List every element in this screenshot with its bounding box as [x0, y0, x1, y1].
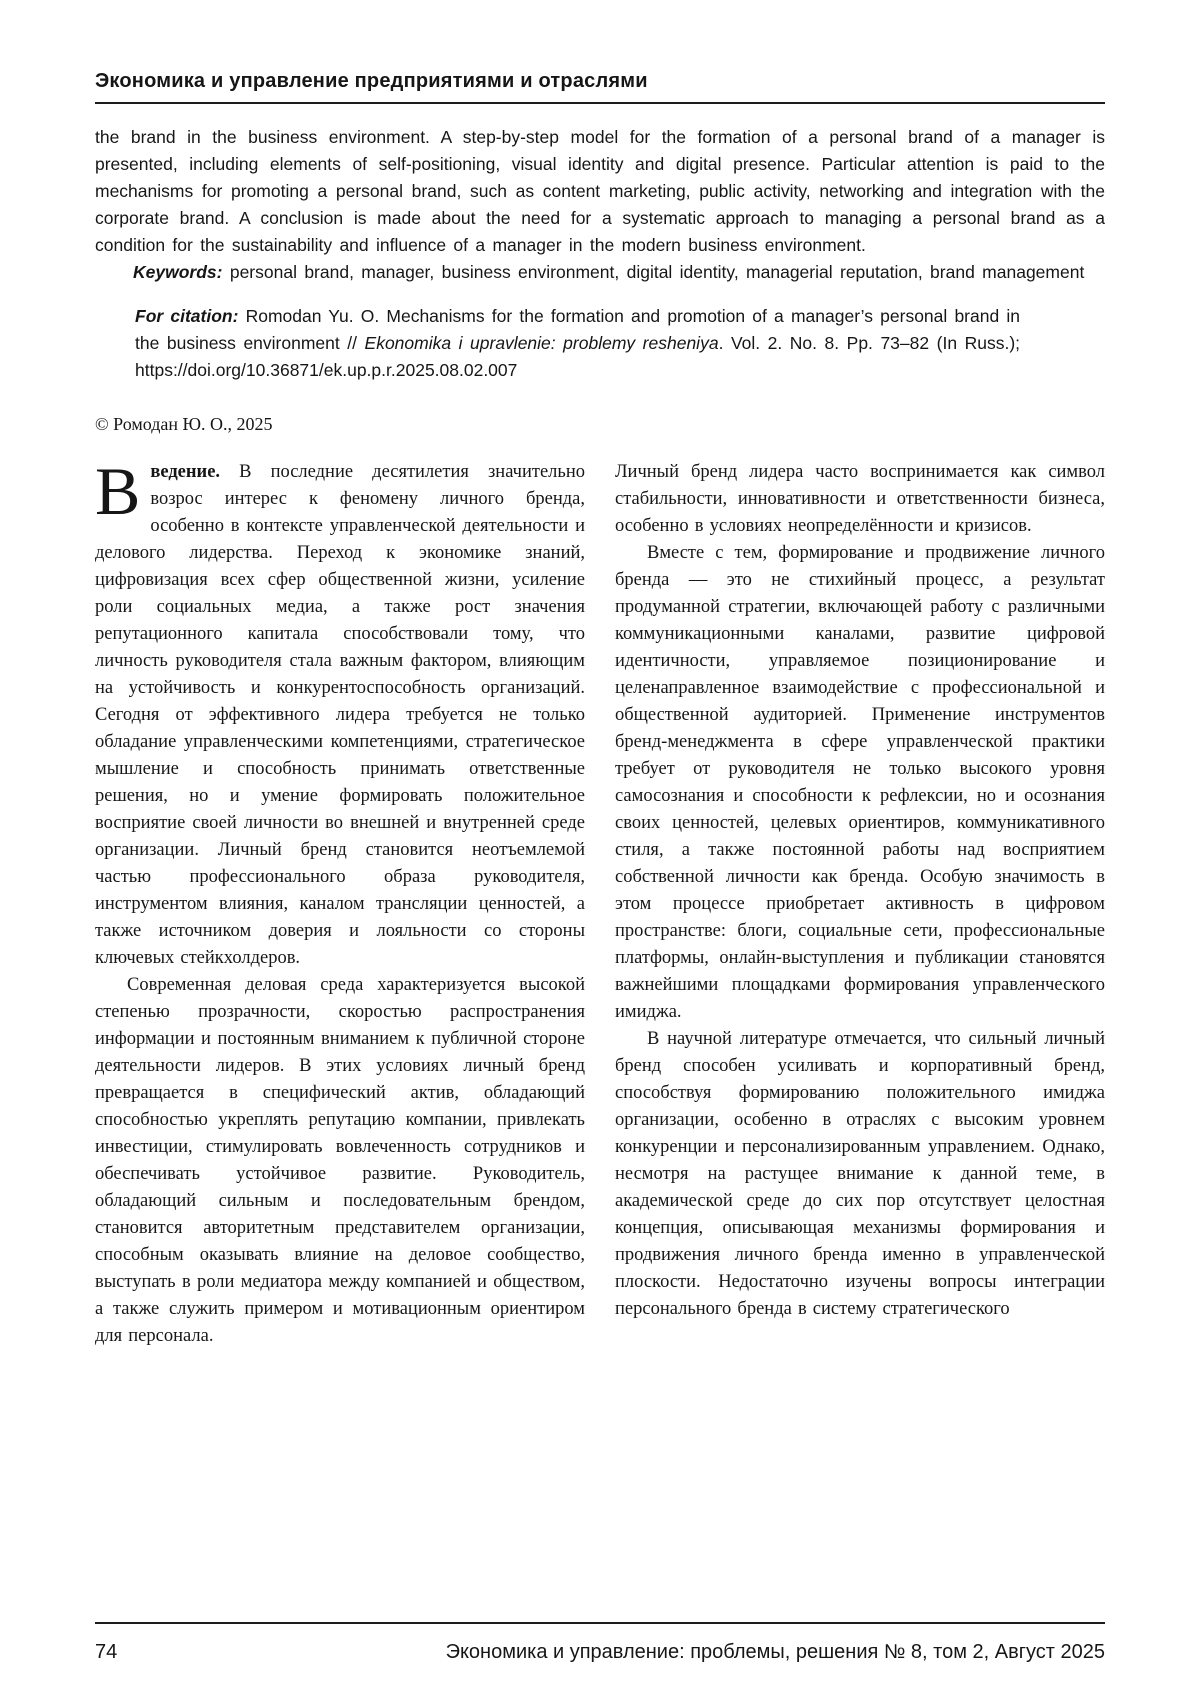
- page-footer: [95, 1622, 1105, 1698]
- body-paragraph: Личный бренд лидера часто воспринимается как символ стабильности, инновативности и ответственности бизнеса, особенно в условиях неопределённости и кризисов.: [615, 462, 1105, 536]
- keywords-line: [95, 259, 1105, 286]
- citation-label: For citation:: [135, 306, 239, 326]
- citation-text: [135, 303, 1020, 384]
- right-column: [615, 459, 1105, 1350]
- citation-journal-name: Ekonomika i upravlenie: problemy resheniya: [364, 333, 719, 353]
- intro-paragraph-text: В последние десятилетия значительно возрос интерес к феномену личного бренда, особенно в контексте управленческой деятельности и делового лидерства. Переход к экономике знаний, цифровизация всех сфер общественной жизни, усиление роли социальных медиа, а также рост значения репутационного капитала способствовали тому, что личность руководителя стала важным фактором, влияющим на устойчивость и конкурентоспособность организаций. Сегодня от эффективного лидера требуется не только обладание управленческими компетенциями, стратегическое мышление и способность принимать ответственные решения, но и умение формировать положительное восприятие своей личности во внешней и внутренней среде организации. Личный бренд становится неотъемлемой частью профессионального образа руководителя, инструментом влияния, каналом трансляции ценностей, а также источником доверия и лояльности со стороны ключевых стейкхолдеров.: [95, 462, 585, 968]
- citation-block: [95, 303, 1105, 384]
- body-paragraph: Вместе с тем, формирование и продвижение личного бренда — это не стихийный процесс, а результат продуманной стратегии, включающей работу с различными коммуникационными каналами, развитие цифровой идентичности, управляемое позиционирование и целенаправленное взаимодействие с профессиональной и общественной аудиторией. Применение инструментов бренд-менеджмента в сфере управленческой практики требует от руководителя не только высокого уровня самосознания и способности к рефлексии, но и осознания своих ценностей, целевых ориентиров, коммуникативного стиля, а также постоянной работы над восприятием собственной личности как бренда. Особую значимость в этом процессе приобретает активность в цифровом пространстве: блоги, социальные сети, профессиональные платформы, онлайн-выступления и публикации становятся важнейшими площадками формирования управленческого имиджа.: [615, 543, 1105, 1022]
- copyright-line: © Ромодан Ю. О., 2025: [95, 414, 273, 434]
- dropcap-letter: В: [95, 453, 141, 529]
- intro-heading: ведение.: [150, 462, 221, 482]
- body-paragraph: Современная деловая среда характеризуется высокой степенью прозрачности, скоростью распространения информации и постоянным вниманием к публичной стороне деятельности лидеров. В этих условиях личный бренд превращается в специфический актив, обладающий способностью укреплять репутацию компании, привлекать инвестиции, стимулировать вовлеченность сотрудников и обеспечивать устойчивое развитие. Руководитель, обладающий сильным и последовательным брендом, становится авторитетным представителем организации, способным оказывать влияние на деловое сообщество, выступать в роли медиатора между компанией и обществом, а также служить примером и мотивационным ориентиром для персонала.: [95, 975, 585, 1346]
- body-paragraph: В научной литературе отмечается, что сильный личный бренд способен усиливать и корпоративный бренд, способствуя формированию положительного имиджа организации, особенно в отраслях с высоким уровнем конкуренции и персонализированным управлением. Однако, несмотря на растущее внимание к данной теме, в академической среде до сих пор отсутствует целостная концепция, описывающая механизмы формирования и продвижения личного бренда именно в управленческой плоскости. Недостаточно изучены вопросы интеграции персонального бренда в систему стратегического: [615, 1029, 1105, 1319]
- left-column: [95, 453, 585, 1350]
- abstract-section: [95, 124, 1105, 286]
- page-header: [95, 70, 1105, 104]
- page-number: 74: [95, 1641, 118, 1663]
- doi-text: https://doi.org/10.36871/ek.up.p.r.2025.08.02.007: [135, 360, 518, 380]
- keywords-label: Keywords:: [133, 262, 223, 282]
- journal-info: Экономика и управление: проблемы, решения № 8, том 2, Август 2025: [445, 1641, 1105, 1663]
- abstract-text: the brand in the business environment. A step-by-step model for the formation of a personal brand of a manager is presented, including elements of self-positioning, visual identity and digital presence. Particular attention is paid to the mechanisms for promoting a personal brand, such as content marketing, public activity, networking and integration with the corporate brand. A conclusion is made about the need for a systematic approach to managing a personal brand as a condition for the sustainability and influence of a manager in the modern business environment.: [95, 127, 1105, 255]
- section-title: Экономика и управление предприятиями и отраслями: [95, 70, 1105, 104]
- article-body: [95, 453, 1105, 1350]
- citation-authors-title: Romodan Yu. O. Mechanisms for the formation and promotion of a manager’s personal brand in the business environment //: [135, 306, 1020, 353]
- intro-paragraph: [95, 453, 585, 972]
- keywords-text: personal brand, manager, business environment, digital identity, managerial reputation, brand management: [222, 262, 1085, 282]
- citation-volume-pages: . Vol. 2. No. 8. Pp. 73–82 (In Russ.);: [718, 333, 1021, 353]
